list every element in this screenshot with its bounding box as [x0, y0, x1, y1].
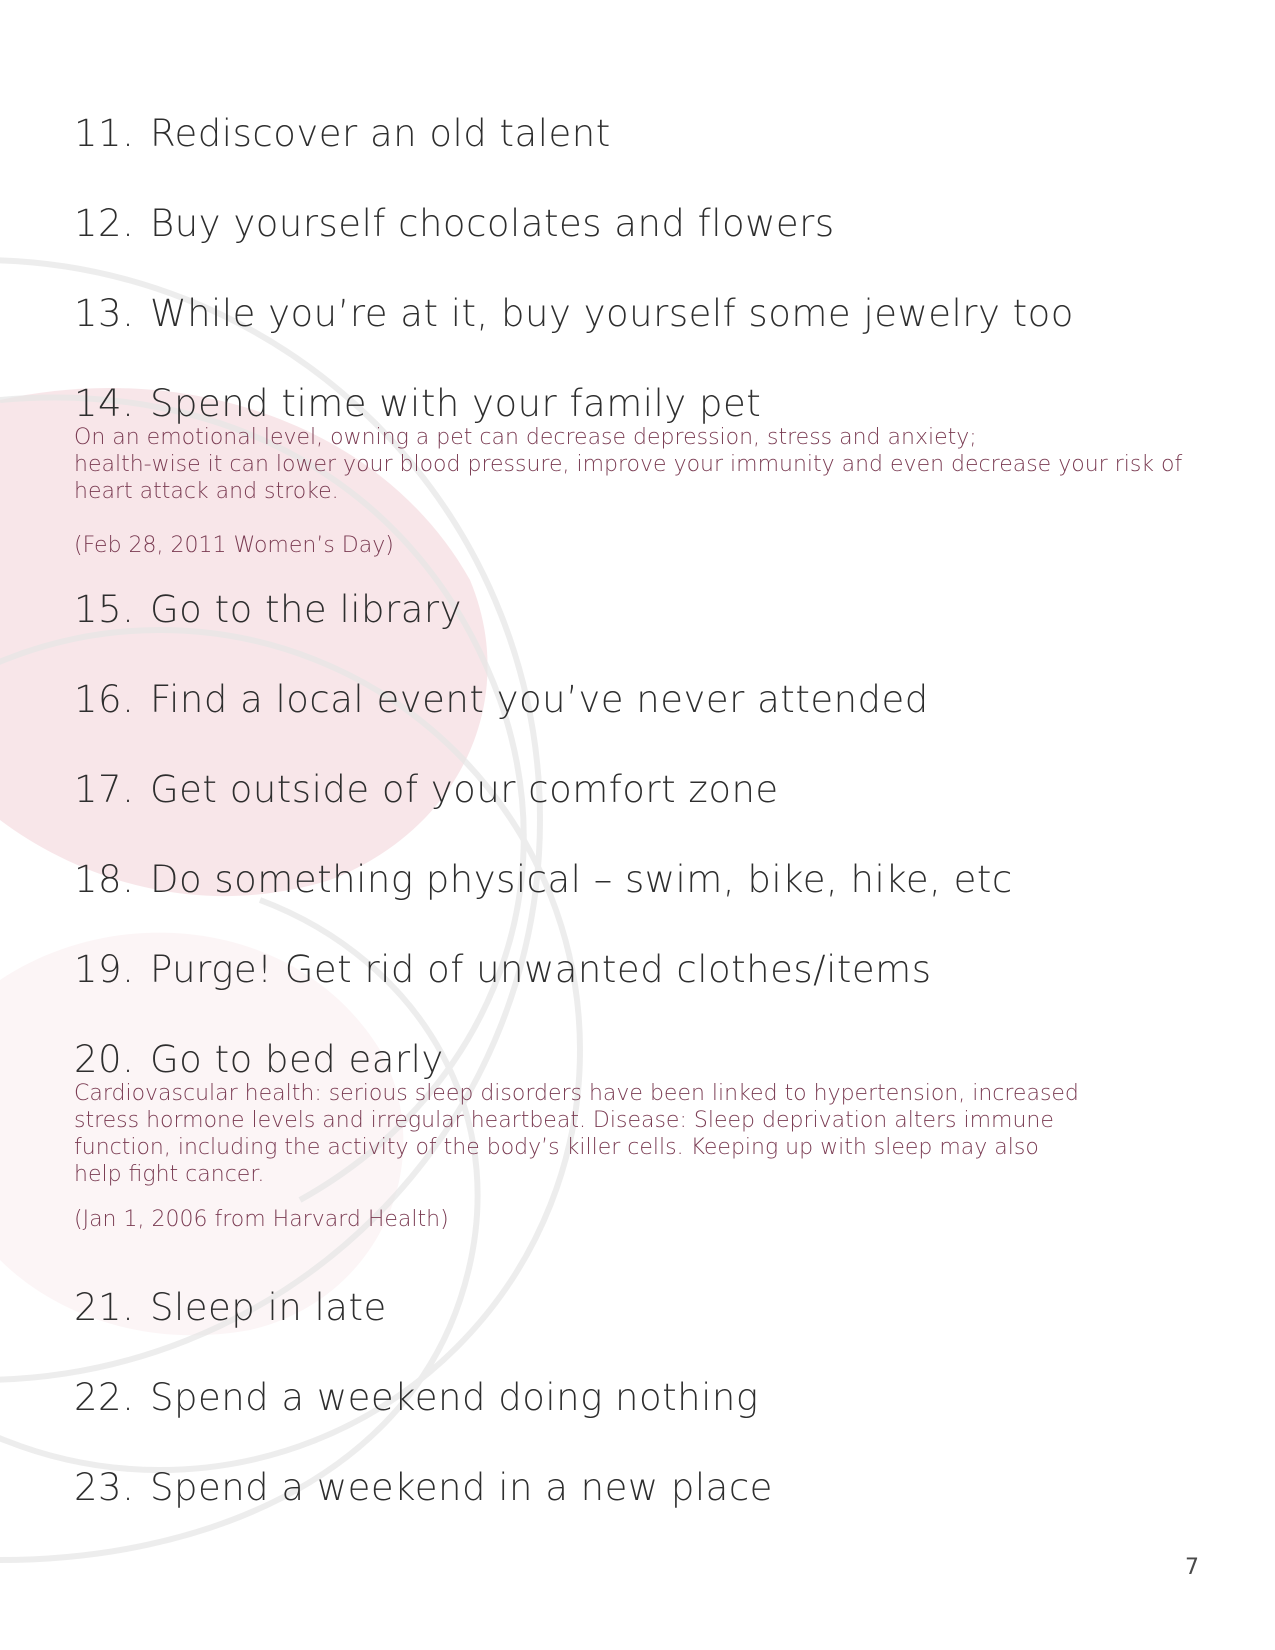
- item-text: Go to the library: [150, 588, 462, 631]
- item-number: 15.: [74, 588, 135, 631]
- list-item: [74, 768, 779, 811]
- list-item: [74, 1466, 773, 1509]
- item-text: Buy yourself chocolates and flowers: [150, 202, 835, 245]
- item-number: 19.: [74, 948, 135, 991]
- item-text: Do something physical – swim, bike, hike, etc: [150, 858, 1013, 901]
- item-number: 23.: [74, 1466, 135, 1509]
- note-line: On an emotional level, owning a pet can decrease depression, stress and anxiety;: [74, 425, 977, 450]
- note-source: (Feb 28, 2011 Women’s Day): [74, 533, 394, 558]
- item-number: 17.: [74, 768, 135, 811]
- note-line: health-wise it can lower your blood pressure, improve your immunity and even decrease your risk of: [74, 452, 1183, 477]
- note-line: Cardiovascular health: serious sleep disorders have been linked to hypertension, increased: [74, 1081, 1079, 1106]
- list-item: [74, 678, 929, 721]
- note-line: stress hormone levels and irregular heartbeat. Disease: Sleep deprivation alters immune: [74, 1108, 1054, 1133]
- list-item: [74, 1376, 759, 1419]
- note-source: (Jan 1, 2006 from Harvard Health): [74, 1207, 449, 1232]
- list-item: [74, 948, 932, 991]
- list-item: [74, 112, 611, 155]
- item-text: While you’re at it, buy yourself some jewelry too: [150, 292, 1074, 335]
- list-item: [74, 382, 761, 425]
- item-number: 16.: [74, 678, 135, 721]
- note-line: help fight cancer.: [74, 1162, 265, 1187]
- item-number: 13.: [74, 292, 135, 335]
- item-text: Sleep in late: [150, 1286, 387, 1329]
- item-number: 14.: [74, 382, 135, 425]
- list-item: [74, 1286, 387, 1329]
- item-text: Spend time with your family pet: [150, 382, 762, 425]
- page-number: 7: [1185, 1555, 1199, 1580]
- item-text: Spend a weekend doing nothing: [150, 1376, 759, 1419]
- list-item: [74, 292, 1074, 335]
- item-number: 18.: [74, 858, 135, 901]
- sleep-benefits-note: [74, 1080, 1079, 1233]
- item-text: Go to bed early: [150, 1038, 444, 1081]
- list-item: [74, 588, 462, 631]
- item-text: Purge! Get rid of unwanted clothes/items: [150, 948, 932, 991]
- item-text: Spend a weekend in a new place: [150, 1466, 773, 1509]
- item-number: 22.: [74, 1376, 135, 1419]
- item-number: 20.: [74, 1038, 135, 1081]
- list-item: [74, 858, 1013, 901]
- item-number: 21.: [74, 1286, 135, 1329]
- list-item: [74, 1038, 444, 1081]
- list-item: [74, 202, 835, 245]
- item-text: Get outside of your comfort zone: [150, 768, 779, 811]
- note-line: heart attack and stroke.: [74, 479, 339, 504]
- item-text: Rediscover an old talent: [150, 112, 611, 155]
- item-number: 11.: [74, 112, 135, 155]
- item-number: 12.: [74, 202, 135, 245]
- pet-benefits-note: [74, 424, 1182, 559]
- item-text: Find a local event you’ve never attended: [150, 678, 929, 721]
- note-line: function, including the activity of the body’s killer cells. Keeping up with sleep may also: [74, 1135, 1039, 1160]
